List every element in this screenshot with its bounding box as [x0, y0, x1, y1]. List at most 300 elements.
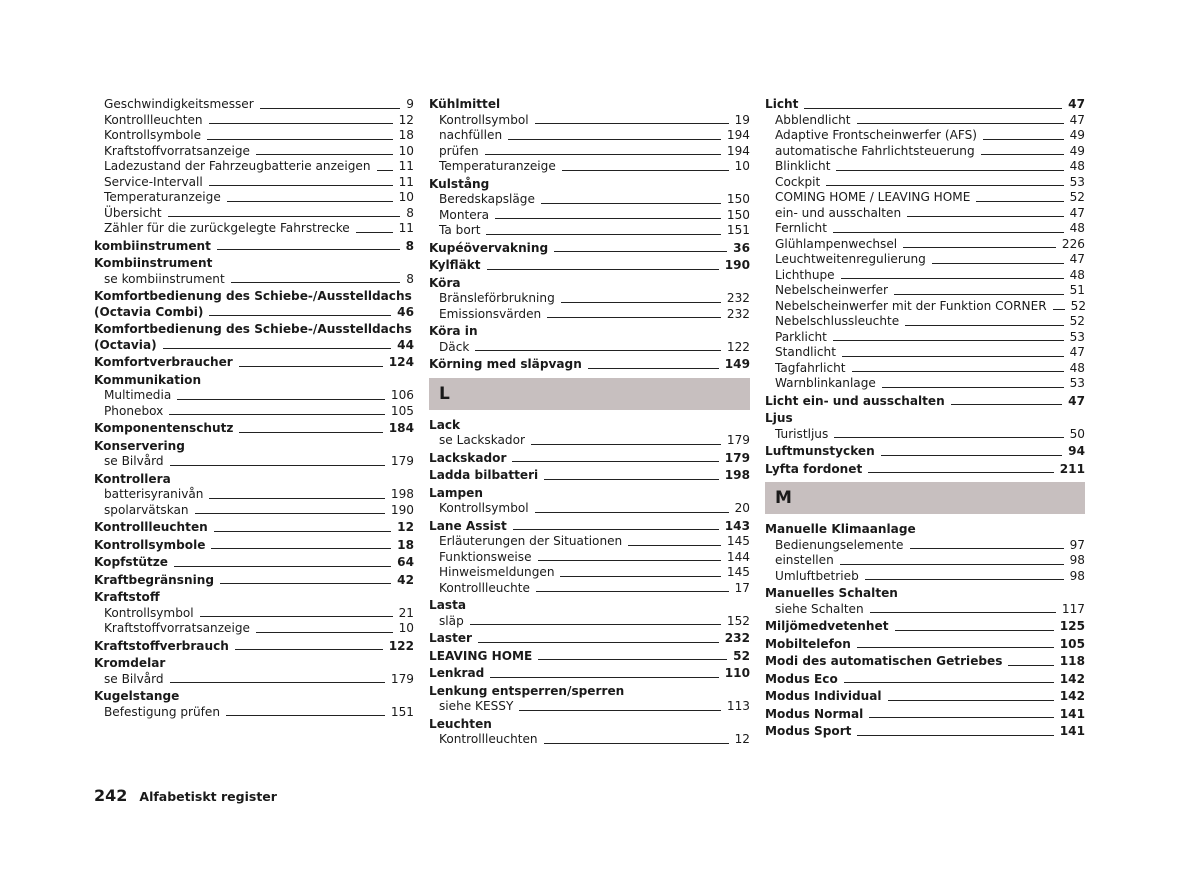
leader-line [470, 624, 721, 625]
index-subentry [429, 291, 750, 307]
index-heading: Komfortbedienung des Schiebe-/Ausstelldachs [94, 289, 412, 303]
index-subentry [94, 128, 414, 144]
index-entry [429, 631, 750, 647]
leader-line [826, 185, 1063, 186]
page-ref: 8 [405, 238, 414, 253]
page-ref: 211 [1059, 461, 1085, 476]
leader-line [561, 302, 721, 303]
index-subentry [94, 487, 414, 503]
entry-term: Geschwindigkeitsmesser [104, 97, 254, 111]
page-ref: 10 [398, 190, 414, 204]
page-ref: 98 [1069, 553, 1085, 567]
entry-term: Kontrollleuchten [94, 520, 208, 534]
index-letter-header: L [429, 378, 750, 410]
index-subentry [765, 602, 1085, 618]
index-heading: Köra in [429, 324, 478, 338]
leader-line [214, 531, 391, 532]
entry-term: Kontrollleuchte [439, 580, 530, 595]
entry-term: Nebelscheinwerfer mit der Funktion CORNER [775, 298, 1047, 313]
entry-term: Bränsleförbrukning [439, 291, 555, 305]
index-subentry [765, 144, 1085, 160]
index-heading: Lampen [429, 485, 483, 500]
leader-line [895, 630, 1054, 631]
page-ref: 12 [734, 732, 750, 746]
leader-line [169, 414, 385, 415]
index-subentry [765, 190, 1085, 206]
leader-line [932, 263, 1064, 264]
entry-term: batterisyranivån [104, 487, 204, 501]
leader-line [538, 659, 727, 660]
page-ref: 11 [398, 221, 414, 235]
page-ref: 122 [726, 339, 750, 354]
entry-term: Service-Intervall [104, 174, 203, 189]
entry-term: Kylfläkt [429, 258, 481, 272]
page-ref: 194 [726, 128, 750, 142]
entry-term: Kontrollsymbole [104, 128, 202, 142]
entry-term: Modus Normal [765, 706, 864, 721]
index-entry [94, 639, 414, 655]
section-title: Alfabetiskt register [139, 789, 277, 804]
index-entry [94, 421, 414, 437]
index-subentry [94, 705, 414, 721]
leader-line [195, 513, 385, 514]
index-subentry [765, 314, 1085, 330]
page-ref: 18 [398, 128, 414, 142]
entry-term: nachfüllen [439, 128, 503, 142]
leader-line [211, 548, 391, 549]
index-subentry [765, 427, 1085, 443]
entry-term: Parklicht [775, 329, 827, 344]
page-ref: 53 [1069, 329, 1085, 344]
index-heading: Manuelles Schalten [765, 586, 898, 600]
index-entry [94, 355, 414, 371]
entry-term: Kontrollleuchten [104, 112, 203, 127]
page-number: 242 [94, 786, 128, 805]
index-heading: Kugelstange [94, 689, 180, 703]
page-ref: 179 [724, 450, 750, 465]
page-ref: 42 [397, 572, 414, 587]
index-entry [765, 394, 1085, 410]
index-entry [94, 239, 414, 255]
index-subentry [765, 221, 1085, 237]
index-subentry [429, 433, 750, 449]
index-subentry [765, 283, 1085, 299]
index-subentry [429, 159, 750, 175]
index-subentry [765, 553, 1085, 569]
page-ref: 48 [1069, 267, 1085, 282]
index-subentry [94, 144, 414, 160]
index-subentry [429, 581, 750, 597]
leader-line [207, 139, 393, 140]
page-ref: 113 [726, 699, 750, 713]
entry-term: släp [439, 613, 464, 628]
index-entry [765, 672, 1085, 688]
leader-line [174, 566, 391, 567]
entry-term: Nebelschlussleuchte [775, 314, 900, 328]
index-heading: Lasta [429, 598, 467, 612]
page-ref: 64 [397, 555, 414, 569]
leader-line [377, 170, 393, 171]
page-ref: 151 [390, 704, 414, 719]
leader-line [894, 294, 1064, 295]
index-entry [765, 654, 1085, 670]
index-subentry [94, 388, 414, 404]
page-ref: 36 [733, 240, 750, 255]
leader-line [562, 170, 729, 171]
page-ref: 12 [398, 112, 414, 127]
entry-term: Kontrollsymbol [104, 605, 194, 620]
entry-term: siehe KESSY [439, 699, 514, 713]
entry-term: Kraftstoffvorratsanzeige [104, 621, 250, 635]
index-subentry [94, 206, 414, 222]
index-entry [94, 338, 414, 354]
page-ref: 141 [1059, 724, 1085, 738]
page-ref: 47 [1069, 205, 1085, 220]
entry-term: Lenkrad [429, 666, 485, 680]
index-subentry [765, 237, 1085, 253]
leader-line [220, 583, 391, 584]
leader-line [870, 612, 1056, 613]
index-entry [765, 97, 1085, 113]
leader-line [209, 185, 393, 186]
page-ref: 143 [724, 518, 750, 533]
index-subentry [429, 208, 750, 224]
entry-term: LEAVING HOME [429, 648, 533, 663]
page-ref: 141 [1059, 706, 1085, 721]
leader-line [475, 350, 721, 351]
page-ref: 46 [397, 304, 414, 319]
page-ref: 122 [388, 638, 414, 653]
index-subentry [765, 361, 1085, 377]
index-entry [429, 519, 750, 535]
page-ref: 150 [726, 192, 750, 206]
page-footer [94, 786, 277, 805]
index-subentry [429, 732, 750, 748]
page-ref: 17 [734, 580, 750, 595]
page-ref: 44 [397, 337, 414, 352]
index-entry [429, 357, 750, 373]
index-subentry [429, 699, 750, 715]
leader-line [538, 560, 721, 561]
entry-term: Glühlampenwechsel [775, 236, 898, 251]
index-subentry [429, 565, 750, 581]
index-subentry [429, 340, 750, 356]
leader-line [168, 216, 401, 217]
page-ref: 232 [724, 631, 750, 645]
leader-line [541, 203, 721, 204]
entry-term: Abblendlicht [775, 112, 851, 127]
index-subentry [765, 569, 1085, 585]
leader-line [209, 315, 391, 316]
leader-line [513, 529, 719, 530]
leader-line [588, 368, 719, 369]
leader-line [256, 632, 393, 633]
index-heading: Ljus [765, 411, 793, 425]
page-ref: 47 [1069, 345, 1085, 359]
entry-term: Modi des automatischen Getriebes [765, 654, 1003, 668]
index-entry [765, 724, 1085, 740]
page-ref: 52 [733, 648, 750, 663]
leader-line [239, 432, 382, 433]
index-subentry [94, 113, 414, 129]
page-ref: 20 [734, 501, 750, 515]
index-subentry [94, 272, 414, 288]
entry-term: Mobiltelefon [765, 636, 851, 651]
leader-line [833, 340, 1064, 341]
index-entry [94, 538, 414, 554]
entry-term: Lyfta fordonet [765, 461, 863, 476]
page-ref: 10 [398, 621, 414, 635]
index-column-2 [429, 97, 750, 748]
leader-line [841, 278, 1064, 279]
index-heading: Lack [429, 417, 461, 432]
entry-term: Kraftstoffverbrauch [94, 638, 229, 653]
leader-line [256, 154, 393, 155]
leader-line [163, 348, 392, 349]
page-ref: 118 [1059, 654, 1085, 668]
index-heading: Kombiinstrument [94, 256, 213, 270]
page-ref: 232 [726, 306, 750, 321]
entry-term: Warnblinkanlage [775, 376, 876, 390]
index-heading: Komfortbedienung des Schiebe-/Ausstelldachs [94, 322, 412, 336]
leader-line [487, 269, 719, 270]
leader-line [844, 682, 1054, 683]
leader-line [486, 234, 720, 235]
leader-line [881, 455, 1062, 456]
entry-term: Emissionsvärden [439, 306, 542, 321]
entry-term: Montera [439, 207, 490, 222]
entry-term: Lichthupe [775, 267, 835, 282]
entry-term: Däck [439, 339, 470, 354]
leader-line [356, 232, 393, 233]
index-column-3 [765, 97, 1085, 740]
entry-term: Umluftbetrieb [775, 568, 859, 583]
entry-term: Fernlicht [775, 221, 827, 235]
page-ref: 53 [1069, 174, 1085, 189]
index-entry [94, 555, 414, 571]
leader-line [495, 218, 721, 219]
page-ref: 145 [726, 534, 750, 548]
leader-line [869, 717, 1053, 718]
entry-term: Standlicht [775, 345, 836, 359]
entry-term: se kombiinstrument [104, 271, 225, 286]
index-entry [429, 241, 750, 257]
leader-line [951, 404, 1062, 405]
leader-line [490, 677, 718, 678]
index-heading: Köra [429, 275, 461, 290]
entry-term: Modus Individual [765, 689, 882, 703]
leader-line [981, 154, 1064, 155]
leader-line [804, 108, 1062, 109]
index-subentry [429, 128, 750, 144]
index-heading: Kromdelar [94, 656, 166, 670]
leader-line [536, 591, 729, 592]
leader-line [560, 576, 720, 577]
index-subentry [765, 113, 1085, 129]
index-subentry [94, 454, 414, 470]
page-ref: 8 [406, 271, 414, 286]
index-subentry [765, 206, 1085, 222]
entry-term: Ta bort [439, 223, 481, 237]
leader-line [512, 461, 718, 462]
index-heading: Kraftstoff [94, 590, 160, 604]
leader-line [888, 700, 1054, 701]
leader-line [882, 387, 1064, 388]
index-subentry [429, 550, 750, 566]
leader-line [852, 371, 1064, 372]
entry-term: kombiinstrument [94, 238, 211, 253]
leader-line [842, 356, 1064, 357]
index-entry [429, 666, 750, 682]
page-ref: 52 [1069, 190, 1085, 204]
leader-line [217, 249, 400, 250]
leader-line [235, 649, 383, 650]
leader-line [907, 216, 1063, 217]
entry-term: automatische Fahrlichtsteuerung [775, 143, 975, 158]
page-ref: 11 [398, 174, 414, 189]
index-column-1 [94, 97, 414, 720]
entry-term: (Octavia) [94, 337, 157, 352]
index-entry [765, 637, 1085, 653]
leader-line [209, 498, 384, 499]
entry-term: Kontrollsymbol [439, 501, 529, 515]
entry-term: Licht [765, 97, 799, 111]
index-subentry [765, 252, 1085, 268]
index-subentry [429, 144, 750, 160]
page-ref: 48 [1069, 159, 1085, 173]
page-ref: 18 [397, 537, 414, 552]
leader-line [177, 399, 385, 400]
entry-term: Miljömedvetenhet [765, 619, 889, 633]
page-ref: 19 [734, 112, 750, 127]
index-heading: Leuchten [429, 716, 492, 731]
entry-term: Temperaturanzeige [104, 190, 221, 204]
index-subentry [765, 376, 1085, 392]
page-ref: 10 [734, 159, 750, 173]
index-entry [765, 462, 1085, 478]
page-ref: 10 [398, 143, 414, 158]
entry-term: Kraftstoffvorratsanzeige [104, 143, 250, 158]
page-ref: 52 [1069, 314, 1085, 328]
leader-line [544, 479, 719, 480]
entry-term: Beredskapsläge [439, 192, 535, 206]
page-ref: 47 [1068, 393, 1085, 408]
index-subentry [429, 113, 750, 129]
index-subentry [429, 223, 750, 239]
entry-term: Ladda bilbatteri [429, 468, 539, 482]
index-subentry [94, 175, 414, 191]
page-ref: 106 [390, 388, 414, 402]
page-ref: 190 [390, 502, 414, 517]
leader-line [508, 139, 721, 140]
entry-term: Hinweismeldungen [439, 565, 555, 579]
leader-line [260, 108, 401, 109]
entry-term: Modus Eco [765, 671, 838, 686]
page-ref: 149 [724, 357, 750, 371]
index-entry [765, 619, 1085, 635]
leader-line [227, 201, 393, 202]
leader-line [535, 123, 729, 124]
index-subentry [94, 97, 414, 113]
entry-term: einstellen [775, 553, 834, 567]
page-ref: 151 [726, 223, 750, 237]
page-ref: 52 [1070, 298, 1087, 313]
index-subentry [429, 534, 750, 550]
index-subentry [429, 501, 750, 517]
entry-term: Kontrollleuchten [439, 732, 538, 746]
page-ref: 48 [1069, 221, 1085, 235]
index-entry [765, 444, 1085, 460]
page-ref: 194 [726, 143, 750, 158]
leader-line [976, 201, 1063, 202]
page-ref: 124 [388, 355, 414, 369]
index-subentry [94, 621, 414, 637]
index-subentry [765, 159, 1085, 175]
leader-line [840, 564, 1064, 565]
page-ref: 142 [1059, 671, 1085, 686]
page-ref: 110 [724, 666, 750, 680]
leader-line [226, 715, 385, 716]
entry-term: Kontrollsymbol [439, 112, 529, 127]
entry-term: Multimedia [104, 388, 172, 402]
entry-term: se Bilvård [104, 454, 164, 468]
leader-line [531, 444, 721, 445]
entry-term: Nebelscheinwerfer [775, 283, 889, 297]
page-ref: 179 [726, 433, 750, 447]
entry-term: Lackskador [429, 450, 507, 465]
entry-term: ein- und ausschalten [775, 205, 902, 220]
index-heading: Kulstång [429, 176, 490, 191]
leader-line [905, 325, 1063, 326]
index-heading: Manuelle Klimaanlage [765, 522, 916, 536]
leader-line [544, 743, 729, 744]
entry-term: Modus Sport [765, 724, 852, 738]
index-heading: Kontrollera [94, 471, 171, 486]
page-ref: 50 [1069, 426, 1085, 441]
index-subentry [765, 330, 1085, 346]
page-ref: 47 [1069, 252, 1085, 266]
page-ref: 11 [398, 159, 414, 173]
entry-term: se Bilvård [104, 671, 164, 686]
index-entry [429, 451, 750, 467]
entry-term: Ladezustand der Fahrzeugbatterie anzeigen [104, 159, 371, 173]
leader-line [868, 472, 1053, 473]
page-ref: 125 [1059, 619, 1085, 633]
entry-term: Tagfahrlicht [775, 360, 846, 375]
entry-term: Kopfstütze [94, 555, 168, 569]
entry-term: Leuchtweitenregulierung [775, 252, 926, 266]
index-entry [765, 707, 1085, 723]
index-subentry [429, 614, 750, 630]
page-ref: 47 [1069, 112, 1085, 127]
index-subentry [94, 190, 414, 206]
page-ref: 8 [406, 205, 414, 220]
entry-term: spolarvätskan [104, 502, 189, 517]
leader-line [836, 170, 1063, 171]
leader-line [628, 545, 721, 546]
page-ref: 145 [726, 565, 750, 579]
page-ref: 49 [1069, 143, 1085, 158]
leader-line [554, 251, 727, 252]
entry-term: Erläuterungen der Situationen [439, 534, 623, 548]
leader-line [170, 682, 385, 683]
index-subentry [94, 503, 414, 519]
index-heading: Kommunikation [94, 372, 202, 387]
index-subentry [765, 175, 1085, 191]
entry-term: Kraftbegränsning [94, 572, 215, 587]
index-subentry [94, 159, 414, 175]
entry-term: Cockpit [775, 174, 821, 189]
